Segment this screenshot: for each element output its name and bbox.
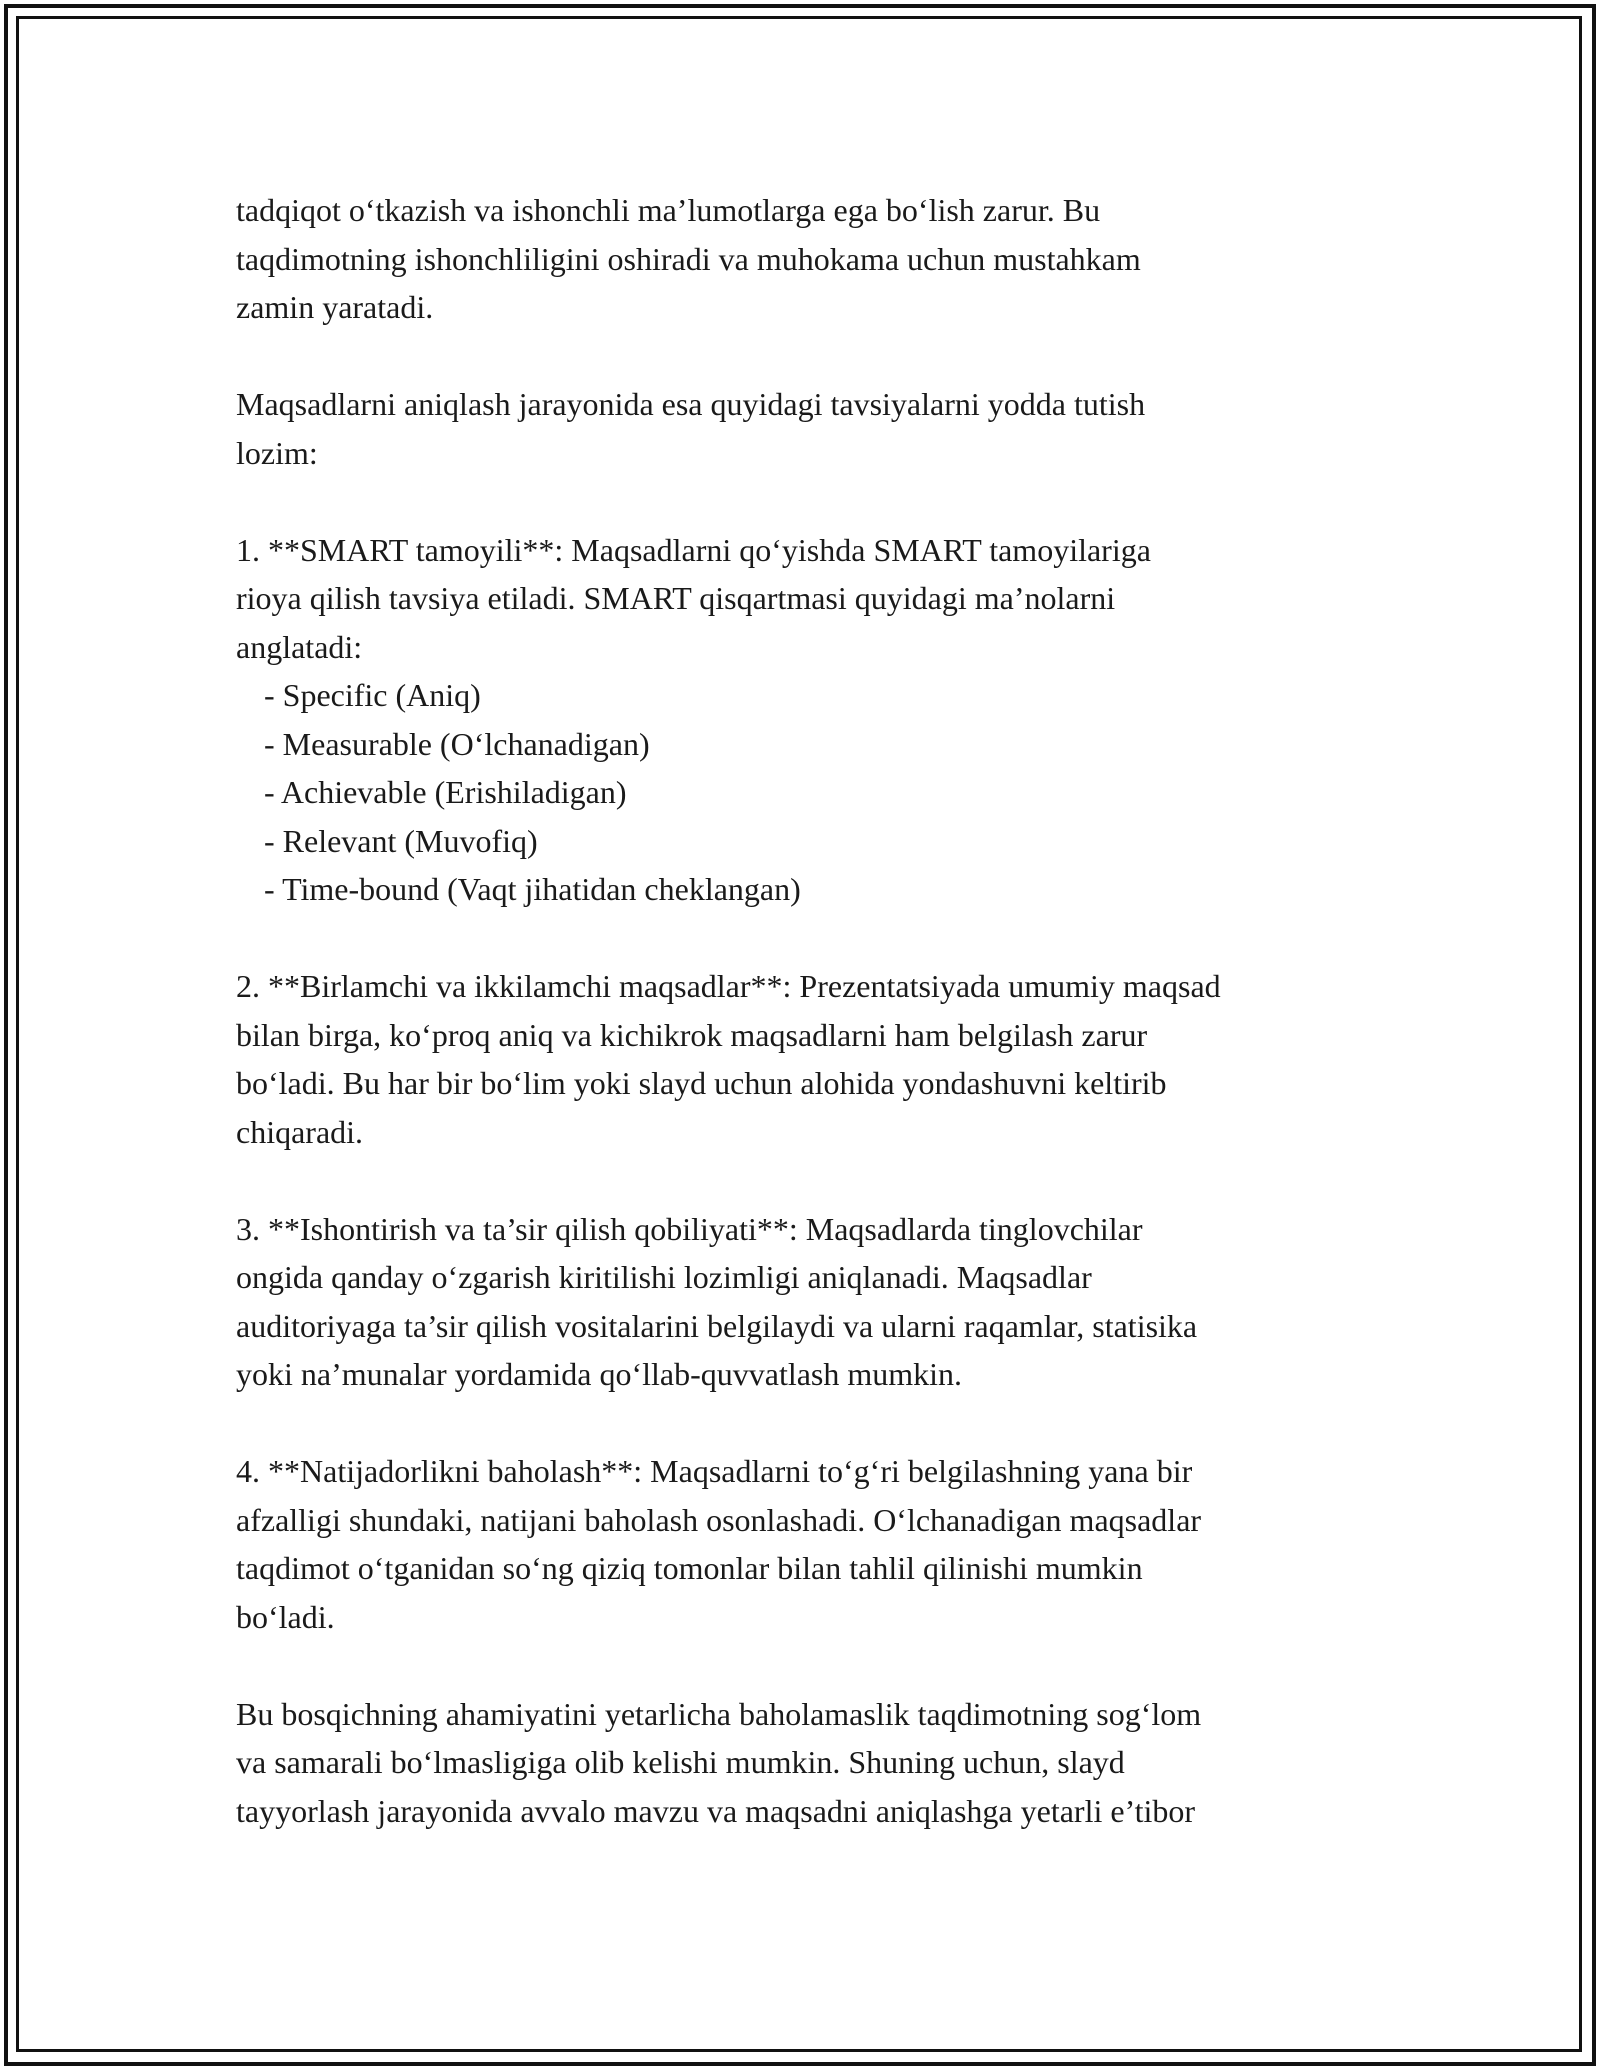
- list-item: - Time-bound (Vaqt jihatidan cheklangan): [264, 871, 801, 907]
- text-line: taqdimotning ishonchliligini oshiradi va muhokama uchun mustahkam: [236, 240, 1141, 277]
- paragraph-persuasion: [236, 1205, 1416, 1399]
- text-line: bo‘ladi. Bu har bir bo‘lim yoki slayd uchun alohida yondashuvni keltirib: [236, 1065, 1167, 1101]
- text-line: Bu bosqichning ahamiyatini yetarlicha baholamaslik taqdimotning sog‘lom: [236, 1695, 1202, 1732]
- text-line: rioya qilish tavsiya etiladi. SMART qisqartmasi quyidagi ma’nolarni: [236, 580, 1116, 616]
- text-line: afzalligi shundaki, natijani baholash osonlashadi. O‘lchanadigan maqsadlar: [236, 1501, 1202, 1538]
- text-line: bo‘ladi.: [236, 1598, 335, 1635]
- text-line: bilan birga, ko‘proq aniq va kichikrok maqsadlarni ham belgilash zarur: [236, 1016, 1148, 1053]
- text-line: anglatadi:: [236, 628, 363, 665]
- document-body: [236, 186, 1416, 1835]
- list-item: - Achievable (Erishiladigan): [264, 774, 627, 810]
- paragraph-evaluation: [236, 1447, 1416, 1641]
- text-line: 2. **Birlamchi va ikkilamchi maqsadlar**: Prezentatsiyada umumiy maqsad: [236, 968, 1221, 1004]
- text-line: 4. **Natijadorlikni baholash**: Maqsadlarni to‘g‘ri belgilashning yana bir: [236, 1453, 1193, 1489]
- text-line: lozim:: [236, 434, 318, 471]
- smart-bullet-list: [236, 671, 1416, 914]
- text-line: tadqiqot o‘tkazish va ishonchli ma’lumotlarga ega bo‘lish zarur. Bu: [236, 192, 1101, 228]
- text-line: taqdimot o‘tganidan so‘ng qiziq tomonlar bilan tahlil qilinishi mumkin: [236, 1550, 1143, 1586]
- paragraph-research: [236, 186, 1416, 332]
- text-line: zamin yaratadi.: [236, 289, 434, 325]
- text-line: auditoriyaga ta’sir qilish vositalarini belgilaydi va ularni raqamlar, statisika: [236, 1307, 1198, 1344]
- list-item: - Relevant (Muvofiq): [264, 822, 538, 859]
- text-line: 1. **SMART tamoyili**: Maqsadlarni qo‘yishda SMART tamoyilariga: [236, 531, 1151, 568]
- paragraph-conclusion: [236, 1690, 1416, 1836]
- list-item: - Measurable (O‘lchanadigan): [264, 725, 650, 762]
- paragraph-recommendations-intro: [236, 380, 1416, 477]
- text-line: ongida qanday o‘zgarish kiritilishi lozimligi aniqlanadi. Maqsadlar: [236, 1259, 1092, 1295]
- text-line: tayyorlash jarayonida avvalo mavzu va maqsadni aniqlashga yetarli e’tibor: [236, 1792, 1196, 1829]
- paragraph-primary-secondary-goals: [236, 962, 1416, 1156]
- text-line: va samarali bo‘lmasligiga olib kelishi mumkin. Shuning uchun, slayd: [236, 1744, 1125, 1780]
- text-line: 3. **Ishontirish va ta’sir qilish qobiliyati**: Maqsadlarda tinglovchilar: [236, 1210, 1143, 1247]
- text-line: Maqsadlarni aniqlash jarayonida esa quyidagi tavsiyalarni yodda tutish: [236, 386, 1146, 422]
- paragraph-smart-principle: [236, 526, 1416, 672]
- list-item: - Specific (Aniq): [264, 677, 481, 713]
- text-line: chiqaradi.: [236, 1113, 364, 1150]
- text-line: yoki na’munalar yordamida qo‘llab-quvvatlash mumkin.: [236, 1356, 963, 1392]
